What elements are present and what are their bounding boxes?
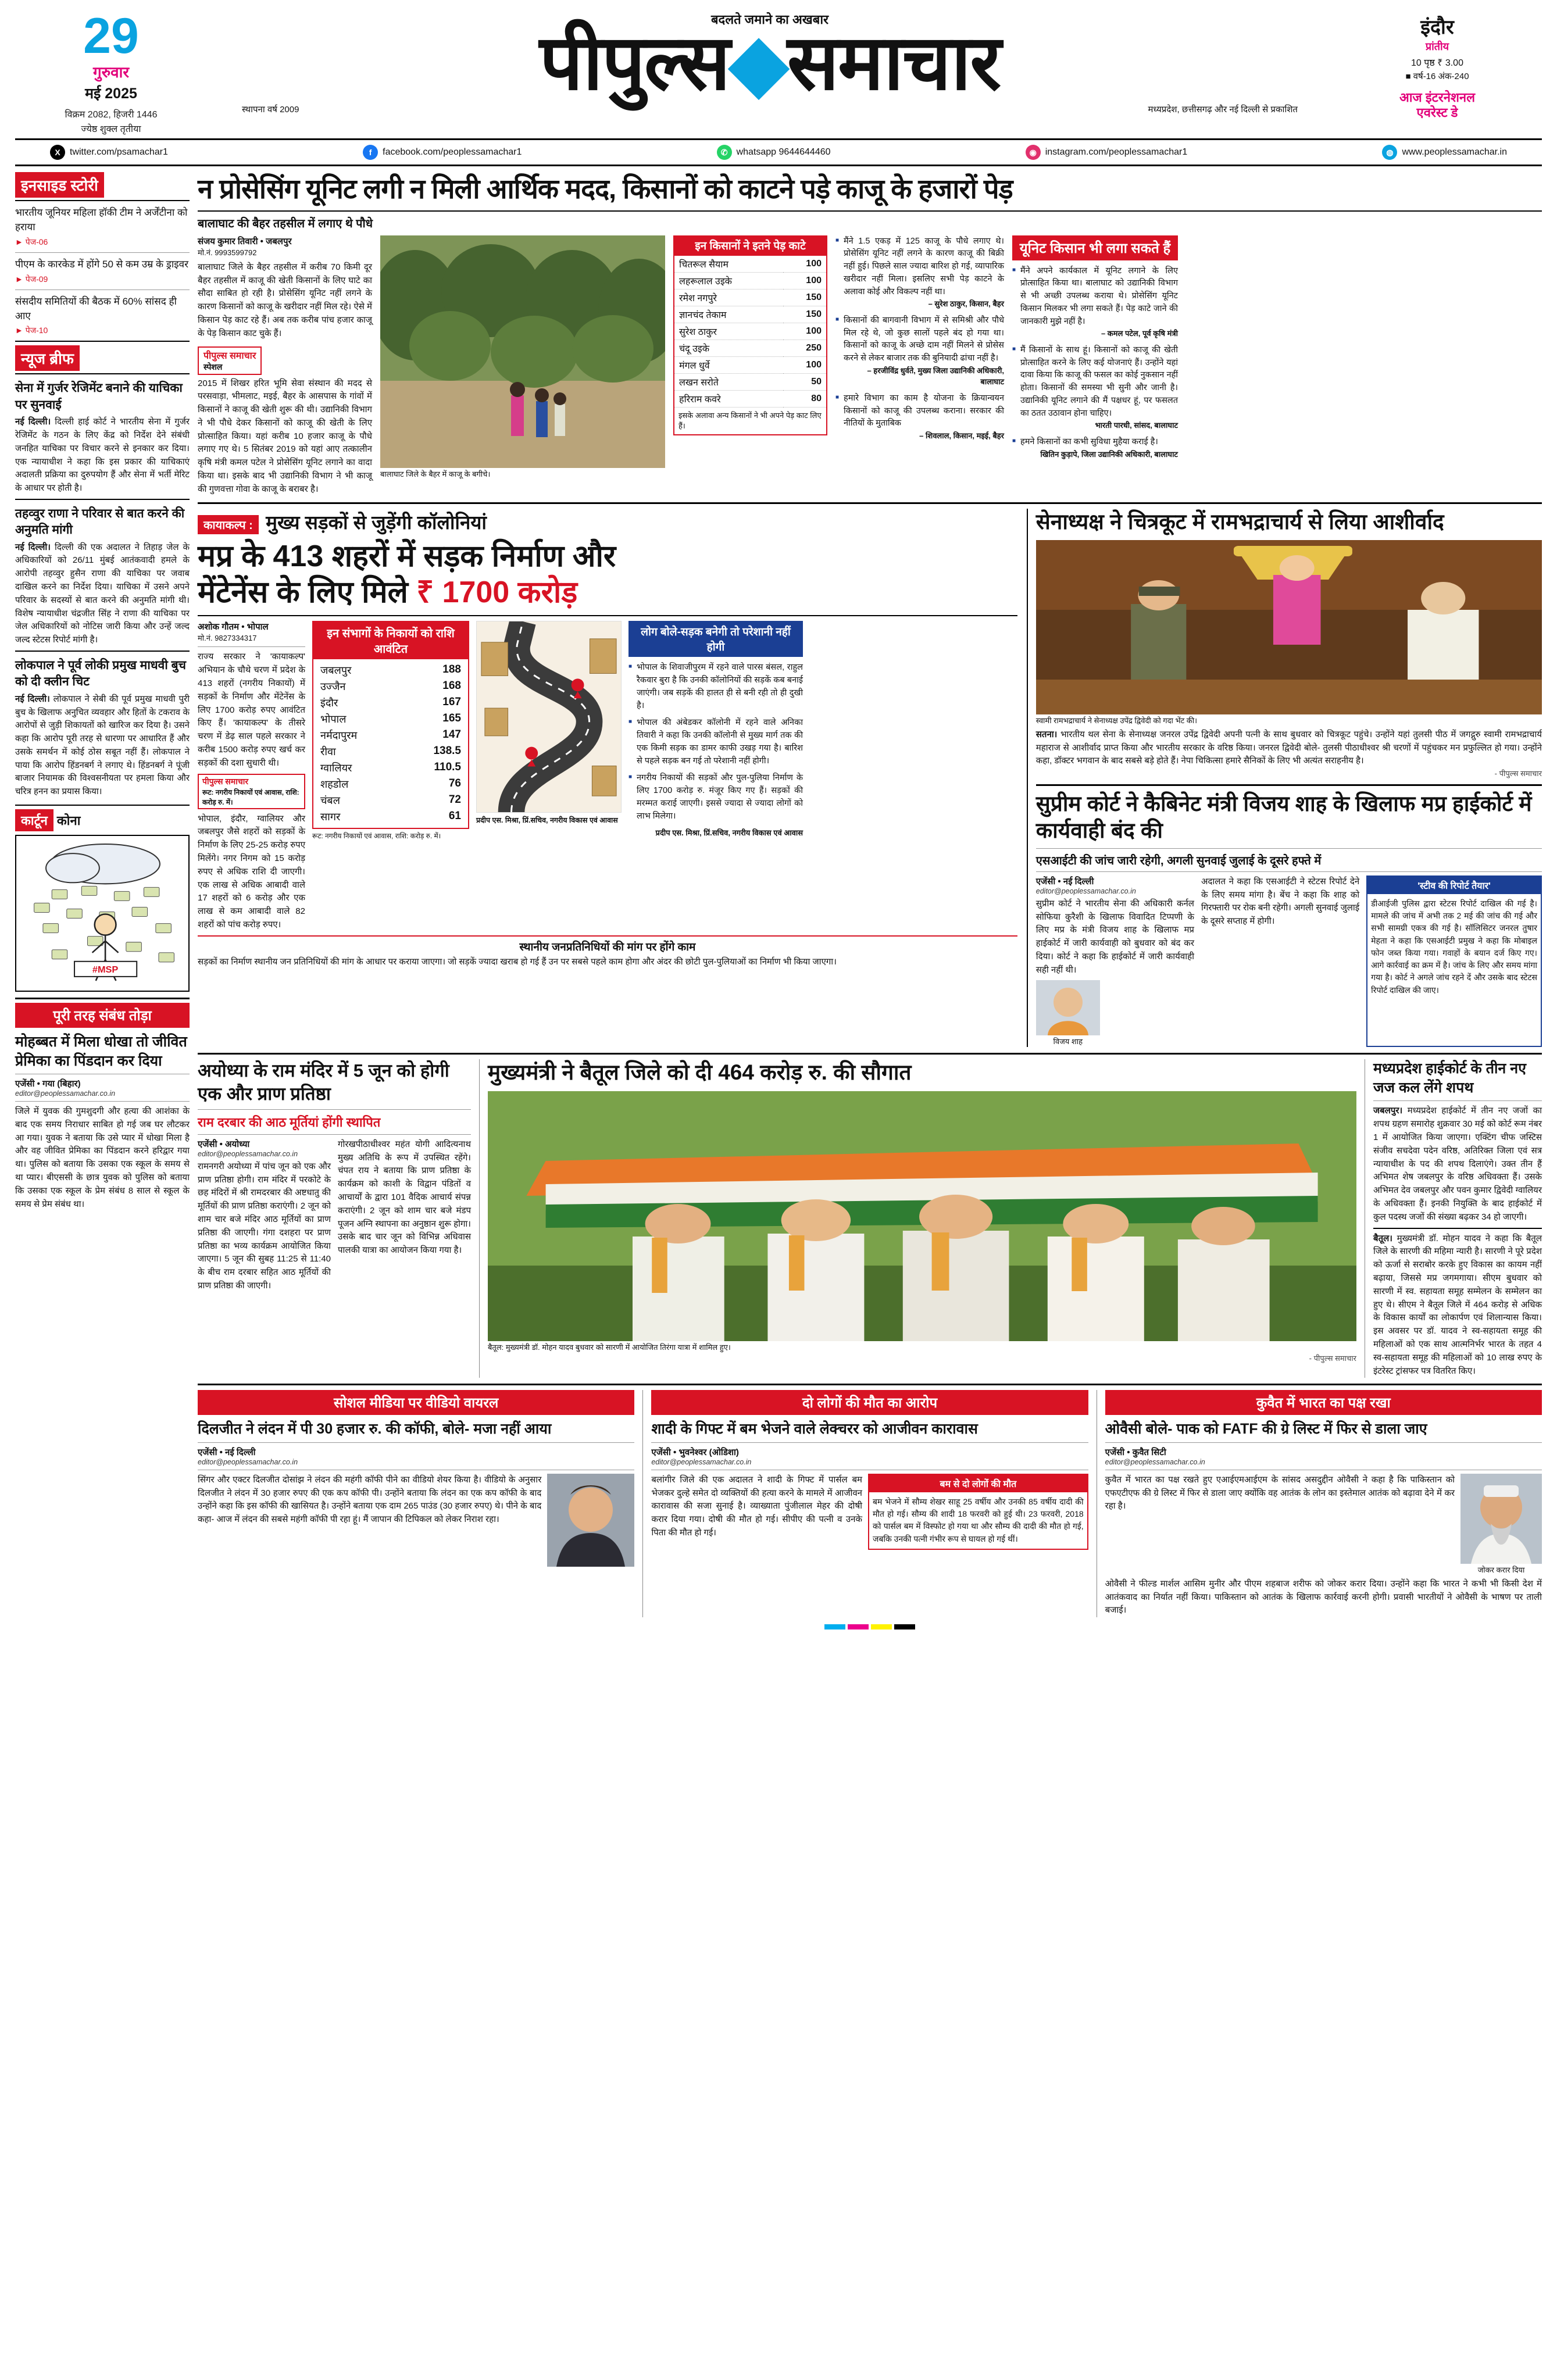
social-link-instagram[interactable]	[1026, 145, 1188, 160]
instagram-icon: ◉	[1026, 145, 1041, 160]
division-name: ग्वालियर	[320, 762, 352, 774]
inside-item-text: भारतीय जूनियर महिला हॉकी टीम ने अर्जेंटीना को हराया	[15, 207, 188, 233]
bottom1-email[interactable]: editor@peoplessamachar.co.in	[198, 1457, 298, 1466]
tree-count: 250	[783, 340, 826, 357]
farmer-name: लहरूलाल उइके	[674, 273, 783, 290]
masthead-edition-block	[1333, 10, 1542, 121]
masthead-day-number: 29	[83, 8, 139, 64]
sc-text-2: अदालत ने कहा कि एसआईटी ने स्टेटस रिपोर्ट देने के लिए समय मांगा है। बेंच ने कहा कि शाह को गिरफ्तारी पर रोक बनी रहेगी। अगली सुनवाई जुलाई के दूसरे सप्ताह में होगी।	[1201, 876, 1360, 927]
masthead-title-part1: पीपुल्स	[539, 20, 730, 105]
road-brand-tag-2: रूट: नगरीय निकायों एवं आवास, राशि: करोड़ रु. में।	[202, 788, 299, 806]
table-row	[674, 273, 826, 290]
whatsapp-icon: ✆	[717, 145, 732, 160]
inside-story-item[interactable]	[15, 258, 190, 285]
print-color-bar	[198, 1624, 1542, 1629]
left-bottom-agency: एजेंसी • गया (बिहार)	[15, 1079, 81, 1089]
table-row	[313, 760, 468, 776]
division-name: भोपाल	[320, 713, 347, 726]
ayodhya-agency: एजेंसी • अयोध्या	[198, 1139, 250, 1149]
farmer-name: सुरेश ठाकुर	[674, 323, 783, 340]
tree-count: 100	[783, 323, 826, 340]
sc-email[interactable]: editor@peoplessamachar.co.in	[1035, 887, 1136, 895]
lead-quote	[835, 392, 1004, 442]
social-link-website[interactable]	[1382, 145, 1507, 160]
inside-story-item[interactable]	[15, 295, 190, 337]
logo-icon: ◆	[729, 20, 787, 105]
lead-table-note: इसके अलावा अन्य किसानों ने भी अपने पेड़ काट लिए हैं।	[678, 411, 822, 431]
inside-item-text: पीएम के कारकेड में होंगे 50 से कम उम्र के ड्राइवर	[15, 258, 189, 270]
hc-dateline: जबलपुर।	[1373, 1106, 1403, 1116]
website-label: www.peoplessamachar.in	[1402, 147, 1507, 158]
news-brief-header: न्यूज ब्रीफ	[15, 345, 80, 371]
masthead-weekday: गुरुवार	[92, 63, 129, 81]
road-kicker: कायाकल्प :	[198, 515, 259, 534]
cartoon-drawing	[16, 836, 188, 991]
table-row	[674, 306, 826, 323]
bottom2-subbox-title: बम से दो लोगों की मौत	[869, 1475, 1087, 1492]
quote-text: मैं किसानों के साथ हूं। किसानों को काजू की खेती प्रोत्साहित करने के लिए कई योजनाएं हैं। उन्होंने यहां दावा किया कि काजू की फसल का कोई नुकसान नहीं होता। किसानों की समस्या भी सुनी और जानी है। उद्यानिकी यूनिट लगाने की मैं पक्षधर हूं, पर फसलत का ठतत उठावान होना चाहिए।	[1020, 345, 1178, 418]
hc-headline: मध्यप्रदेश हाईकोर्ट के तीन नए जज कल लेंगे शपथ	[1373, 1060, 1526, 1096]
table-row	[313, 792, 468, 809]
table-row	[674, 290, 826, 306]
quote-text: हमने किसानों का कभी सुविधा मुहैया कराई है।	[1020, 437, 1158, 446]
bottom3-email[interactable]: editor@peoplessamachar.co.in	[1105, 1457, 1205, 1466]
tree-count: 100	[783, 273, 826, 290]
table-row	[313, 809, 468, 825]
road-amount: ₹ 1700 करोड़	[416, 576, 578, 610]
betul-caption: बैतूल: मुख्यमंत्री डॉ. मोहन यादव बुधवार को सारणी में आयोजित तिरंगा यात्रा में शामिल हुए।	[488, 1342, 731, 1352]
sc-subhead: एसआईटी की जांच जारी रहेगी, अगली सुनवाई जुलाई के दूसरे हफ्ते में	[1035, 854, 1322, 867]
masthead-title-part2: समाचार	[787, 20, 1001, 105]
masthead-founded: स्थापना वर्ष 2009	[242, 105, 299, 115]
lead-table-title: इन किसानों ने इतने पेड़ काटे	[674, 237, 826, 256]
inside-item-text: संसदीय समितियों की बैठक में 60% सांसद ही आए	[15, 295, 177, 321]
table-row	[313, 678, 468, 695]
masthead-published-from: मध्यप्रदेश, छत्तीसगढ़ और नई दिल्ली से प्रकाशित	[1148, 105, 1298, 115]
instagram-label: instagram.com/peoplessamachar1	[1045, 147, 1188, 158]
sc-photo-label: विजय शाह	[1053, 1037, 1083, 1046]
masthead-volume: ■ वर्ष-16 अंक-240	[1405, 72, 1469, 81]
division-amount: 188	[442, 663, 461, 676]
betul-story	[479, 1059, 1356, 1378]
twitter-label: twitter.com/psamachar1	[70, 147, 168, 158]
masthead-city: इंदौर	[1420, 16, 1454, 38]
lead-photo-block	[380, 235, 665, 496]
lead-rightbox	[1012, 235, 1178, 496]
table-row	[674, 374, 826, 391]
whatsapp-label: whatsapp 9644644460	[736, 147, 831, 158]
betul-photo	[488, 1091, 1356, 1341]
betul-dateline: बैतूल।	[1373, 1233, 1392, 1243]
farmer-name: चंदू उइके	[674, 340, 783, 357]
social-link-twitter[interactable]	[50, 145, 168, 160]
table-row	[674, 256, 826, 273]
road-story	[198, 509, 1017, 1048]
division-amount: 167	[442, 696, 461, 709]
bottom1-agency: एजेंसी • नई दिल्ली	[198, 1447, 256, 1457]
social-bar	[15, 140, 1542, 166]
bottom3-subbox-text: ओवैसी ने फील्ड मार्शल आसिम मुनीर और पीएम शहबाज शरीफ को जोकर करार दिया। उन्होंने कहा कि भारत ने कभी भी किसी देश में आतंकवाद का निर्यात नहीं किया। पाकिस्तान को आतंक के खिलाफ कार्रवाई करनी होगी। प्रवासी भारतीयों ने ओवैसी के भाषण पर ताली बजाई।	[1105, 1578, 1542, 1616]
table-row	[674, 323, 826, 340]
bottom3-photo-label: जोकर करार दिया	[1477, 1565, 1525, 1574]
brief-item[interactable]	[15, 506, 190, 647]
inside-item-page: ► पेज-06	[15, 237, 48, 246]
lead-table-block	[673, 235, 827, 496]
masthead-today-note	[1333, 90, 1542, 121]
bottom2-headline: शादी के गिफ्ट में बम भेजने वाले लेक्चरर को आजीवन कारावास	[651, 1421, 978, 1438]
lead-subhead: बालाघाट की बैहर तहसील में लगाए थे पौधे	[198, 217, 373, 230]
ayodhya-text-2: गोरखपीठाधीश्वर महंत योगी आदित्यनाथ मुख्य अतिथि के रूप में उपस्थित रहेंगे। चंपत राय ने बताया कि प्राण प्रतिष्ठा के कार्यक्रम को काशी के विद्वान पंडितों व आचार्यों के द्वारा 101 वैदिक आचार्य संपन्न कराएंगी। 2 जून को शाम चार बजे मंडप पूजन अग्नि स्थापना का अनुष्ठान शुरू होगा। उसके बाद चार जून को विभिन्न अधिवास पालकी यात्रा का आयोजन किया गया है।	[338, 1139, 471, 1256]
brief-heading: लोकपाल ने पूर्व लोकी प्रमुख माधवी बुच को दी क्लीन चिट	[15, 659, 186, 689]
lead-quote	[835, 315, 1004, 388]
brief-heading: तहव्वुर राणा ने परिवार से बात करने की अनुमति मांगी	[15, 506, 185, 537]
masthead-title-block	[207, 10, 1333, 115]
masthead-tithi: ज्येष्ठ शुक्ल तृतीया	[81, 124, 141, 135]
lead-rightbox-title: यूनिट किसान भी लगा सकते हैं	[1012, 235, 1178, 260]
tree-count: 100	[783, 256, 826, 273]
quote-attrib: खितिन कुड़ापे, जिला उद्यानिकी अधिकारी, बालाघाट	[1040, 449, 1178, 459]
division-amount: 76	[448, 777, 461, 790]
bottom2-subbox-text: बम भेजने में सौम्य शेखर साहू 25 वर्षीय और उनकी 85 वर्षीय दादी की मौत हो गई। सौम्य की शादी 18 फरवरी को हुई थी। 23 फरवरी, 2018 को पार्सल बम में विस्फोट हो गया था और सौम्य की दादी की मौत हो गई, जबकि उनकी पत्नी गंभीर रूप से घायल हो गई थीं।	[873, 1496, 1084, 1543]
farmer-name: ज्ञानचंद तेकाम	[674, 306, 783, 323]
lead-photo-caption: बालाघाट जिले के बैहर में काजू के बगीचे।	[380, 469, 491, 478]
brief-dateline: नई दिल्ली।	[15, 542, 51, 552]
betul-headline: मुख्यमंत्री ने बैतूल जिले को दी 464 करोड़ रु. की सौगात	[488, 1060, 912, 1085]
bottom1-kicker: सोशल मीडिया पर वीडियो वायरल	[198, 1390, 634, 1415]
chitrakoot-caption: स्वामी रामभद्राचार्य ने सेनाध्यक्ष उपेंद्र द्विवेदी को गदा भेंट की।	[1035, 716, 1198, 725]
table-row	[674, 391, 826, 408]
bottom3-text: कुवैत में भारत का पक्ष रखते हुए एआईएमआईएम के सांसद असदुद्दीन ओवैसी ने कहा है कि पाकिस्तान को एफएटीएफ की ग्रे लिस्ट में फिर से डाला जाए क्योंकि वह आतंक के लोन का इस्तेमाल आतंक को बढ़ावा देने में कर रहा है।	[1105, 1474, 1455, 1511]
brief-text: लोकपाल ने सेबी की पूर्व प्रमुख माधवी पुरी बुच के खिलाफ अनुचित व्यवहार और हितों के टकराव के आरोपों से जुड़ी शिकायतों को खारिज कर दिया है। उसने कहा कि आरोप पूरी तरह से धारणा पर आधारित हैं और उसके समर्थन में कोई ठोस सबूत नहीं हैं। लोकपाल ने पाया कि आरोप हिंडनबर्ग ने लगाए थे। हिंडनबर्ग ने पूंजी बाजार नियामक की विश्वसनीयता पर हमला किया और चरित्र हनन का प्रयास किया।	[15, 694, 190, 797]
division-amount: 138.5	[433, 745, 461, 757]
betul-text	[1373, 1232, 1542, 1378]
lead-body-1: बालाघाट जिले के बैहर तहसील में करीब 70 किमी दूर बैहर तहसील में काजू की खेती किसानों के लिए घाटे का सौदा साबित हो रही है। प्रोसेसिंग यूनिट नहीं लगने के कारण किसानों को काजू के खरीदार नहीं मिल रहे। ऐसे में किसान पेड़ काट रहे हैं। अब तक करीब पांच हजार काजू के पेड़ किसान काट चुके हैं।	[198, 262, 372, 338]
masthead-pages-price: 10 पृष्ठ ₹ 3.00	[1411, 58, 1463, 68]
table-row	[674, 340, 826, 357]
sc-headline: सुप्रीम कोर्ट ने कैबिनेट मंत्री विजय शाह के खिलाफ मप्र हाईकोर्ट में कार्यवाही बंद की	[1035, 792, 1532, 843]
brief-dateline: नई दिल्ली।	[15, 417, 51, 427]
bottom-story-1	[198, 1390, 634, 1617]
ayodhya-text-1: रामनगरी अयोध्या में पांच जून को एक और प्राण प्रतिष्ठा होगी। राम मंदिर में परकोटे के छह मंदिरों में श्री रामदरबार की अष्टधातु की मूर्तियों की प्राण प्रतिष्ठा कराएंगी। 2 जून को शाम चार बजे मंदिर आठ मूर्तियों का प्राण प्रतिष्ठा की जाएगी। गंगा दशहरा पर प्राण प्रतिष्ठा का भव्य कार्यक्रम आयोजित किया जाएगा। 5 जून की सुबह 11:25 से 11:40 के बीच राम दरबार सहित आठ मूर्तियों की प्राण प्रतिष्ठा की जाएगी।	[198, 1161, 331, 1291]
road-byline-block	[198, 621, 305, 931]
left-sidebar	[15, 172, 190, 1629]
inside-item-page: ► पेज-10	[15, 326, 48, 335]
lead-brand-tag-1: पीपुल्स समाचार	[203, 351, 256, 361]
road-table-block	[312, 621, 469, 931]
quote-attrib: – कमल पटेल, पूर्व कृषि मंत्री	[1101, 329, 1178, 338]
masthead-edition: प्रांतीय	[1425, 41, 1449, 52]
today-line-1: आज इंटरनेशनल	[1399, 90, 1476, 105]
masthead-title	[207, 20, 1333, 105]
quote-text: हमारे विभाग का काम है योजना के क्रियान्वयन किसानों को काजू की उपलब्ध कराना। सरकार की नीतियों के मुताबिक	[844, 393, 1004, 428]
sc-text-1: सुप्रीम कोर्ट ने भारतीय सेना की अधिकारी कर्नल सोफिया कुरैशी के खिलाफ विवादित टिप्पणी के लिए मप्र के मंत्री विजय शाह के खिलाफ मप्र हाईकोर्ट में जारी कार्यवाही को बुधवार को बंद कर दिया। कोर्ट ने कहा कि हाईकोर्ट में जारी कार्यवाही सही नहीं थी।	[1035, 898, 1194, 975]
left-bottom-text: जिले में युवक की गुमशुदगी और हत्या की आशंका के बाद एक समय निराधार साबित हो गई जब घर लौटकर आ गया। युवक ने बताया कि उसे प्यार में धोखा मिला है और वह जीवित प्रेमिका का पिंडदान करने हरिद्वार गया था। पुलिस को बताया कि उसका एक स्कूल के समय से था प्यार। बीएससी के छात्र युवक को पुलिस को बताया कि उसका एक स्कूल के प्रेम संबंध 8 साल से स्कूल के समय से प्रेम संबंध था।	[15, 1106, 190, 1209]
chitrakoot-dateline: सतना।	[1035, 729, 1058, 739]
tree-count: 100	[783, 357, 826, 374]
lead-rightbox-quote	[1012, 265, 1178, 340]
division-amount: 72	[448, 794, 461, 806]
division-amount: 110.5	[434, 761, 461, 774]
lead-rightbox-quote	[1012, 436, 1178, 460]
road-brand-tag-1: पीपुल्स समाचार	[202, 776, 249, 786]
sc-agency: एजेंसी • नई दिल्ली	[1035, 876, 1094, 887]
brief-heading: सेना में गुर्जर रेजिमेंट बनाने की याचिका पर सुनवाई	[15, 381, 183, 412]
tree-count: 150	[783, 290, 826, 306]
cartoon-image	[15, 835, 190, 992]
road-footnote-title: स्थानीय जनप्रतिनिधियों की मांग पर होंगे काम	[519, 941, 696, 953]
table-row	[313, 711, 468, 727]
division-name: उज्जैन	[320, 681, 346, 693]
bottom-story-3	[1097, 1390, 1542, 1617]
road-graphic-note: प्रदीप एस. मिश्रा, प्रिं.सचिव, नगरीय विकास एवं आवास	[476, 816, 618, 825]
tree-count: 50	[783, 374, 826, 391]
masthead-vikram-date: विक्रम 2082, हिजरी 1446	[65, 110, 158, 120]
road-headline-l1: मप्र के 413 शहरों में सड़क निर्माण और	[198, 539, 616, 573]
farmer-name: लखन सरोते	[674, 374, 783, 391]
bottom2-kicker: दो लोगों की मौत का आरोप	[651, 1390, 1088, 1415]
table-row	[674, 357, 826, 374]
bottom3-agency: एजेंसी • कुवैत सिटी	[1105, 1447, 1166, 1457]
svg-text:#MSP: #MSP	[92, 964, 119, 975]
lead-photo	[380, 235, 665, 468]
inside-item-page: ► पेज-09	[15, 274, 48, 284]
chitrakoot-photo	[1036, 540, 1542, 714]
ayodhya-email[interactable]: editor@peoplessamachar.co.in	[198, 1149, 298, 1158]
division-name: रीवा	[320, 746, 336, 758]
ayodhya-subhead: राम दरबार की आठ मूर्तियां होंगी स्थापित	[198, 1114, 381, 1130]
bottom3-headline: ओवैसी बोले- पाक को FATF की ग्रे लिस्ट में फिर से डाला जाए	[1105, 1421, 1427, 1438]
lead-brand-tag-2: स्पेशल	[203, 362, 223, 371]
farmer-name: रमेश नगपुरे	[674, 290, 783, 306]
left-bottom-kicker: पूरी तरह संबंध तोड़ा	[15, 1003, 190, 1028]
table-row	[313, 744, 468, 760]
hc-text: मध्यप्रदेश हाईकोर्ट में तीन नए जजों का शपथ ग्रहण समारोह शुक्रवार 30 मई को कोर्ट रूम नंबर 1 में आयोजित किया जाएगा। एक्टिंग चीफ जस्टिस संजीव सचदेवा पदेन वरिष्ठ, अतिरिक्त जिला एवं सत्र न्यायाधीश के पद की शपथ दिलाएंगे। उक्त तीन हैं अभिमत शेष जबलपुर के वरिष्ठ अधिवक्ता हैं। उसके अभिमत देव जबलपुर और पवन कुमार द्विवेदी ग्वालियर के अधिवक्ता हैं। इनकी नियुक्ति के बाद हाईकोर्ट में कुल पदस्थ जजों की संख्या बढ़कर 34 हो जाएगी।	[1373, 1106, 1542, 1222]
left-bottom-headline: मोहब्बत में मिला धोखा तो जीवित प्रेमिका का पिंडदान कर दिया	[15, 1034, 187, 1069]
diljit-photo	[547, 1474, 634, 1567]
road-headline-l2: मेंटेनेंस के लिए मिले	[198, 576, 408, 610]
bottom2-agency: एजेंसी • भुवनेश्वर (ओडिशा)	[651, 1447, 739, 1457]
road-bullet: ■ भोपाल की अंबेडकर कॉलोनी में रहने वाले अनिका तिवारी ने कहा कि उनकी कॉलोनी से मुख्य मार्ग तक की एक किमी सड़क का डामर काफी उखड़ गया है। बारिश से पहले सड़क बन गई तो परेशानी नहीं होगी।	[628, 717, 803, 767]
chitrakoot-text: भारतीय थल सेना के सेनाध्यक्ष जनरल उपेंद्र द्विवेदी अपनी पत्नी के साथ बुधवार को चित्रकूट पहुंचे। उन्होंने यहां तुलसी पीठ में जगद्गुरु स्वामी रामभद्राचार्य महाराज से आशीर्वाद प्राप्त किया और भारतीय सरकार के वरिष्ठ किया। जनरल द्विवेदी बोले- तुलसी पीठाधीश्वर श्री चरणों में पहुंचकर मन प्रफुल्लित हो गया। उन्होंने कहा, डॉक्टर भगवान के बाद सबसे बड़े होते हैं। नेपा चिकित्सा हमारे सैनिकों के लिए भी अत्यंत सराहनीय है।	[1035, 729, 1542, 766]
bottom2-text: बलांगीर जिले की एक अदालत ने शादी के गिफ्ट में पार्सल बम भेजकर दुल्हे समेत दो व्यक्तियों की हत्या करने के मामले में आजीवन कारावास की सजा सुनाई है। व्याख्याता पुंजीलाल मेहर की दोषी करार दिया गया। दोषी की मौत हो गई। सीपीए की पत्नी व उनके पिता की मौत हो गई।	[651, 1474, 862, 1538]
tree-count: 80	[783, 391, 826, 408]
quote-text: मैंने अपने कार्यकाल में यूनिट लगाने के लिए प्रोत्साहित किया था। बालाघाट को उद्यानिकी विभाग से भी अच्छी उपलब्ध कराया थे। प्रोसेसिंग यूनिट किसान मिलकर भी लगा सकते हैं। पेड़ काटे जाने की जानकारी मुझे नहीं है।	[1020, 266, 1178, 326]
today-line-2: एवरेस्ट डे	[1416, 105, 1458, 120]
lead-headline: न प्रोसेसिंग यूनिट लगी न मिली आर्थिक मदद, किसानों को काटने पड़े काजू के हजारों पेड़	[198, 173, 1013, 205]
brief-dateline: नई दिल्ली।	[15, 694, 50, 704]
bottom3-kicker: कुवैत में भारत का पक्ष रखा	[1105, 1390, 1542, 1415]
quote-text: किसानों की बागवानी विभाग में से समिश्री और पौधे मिल रहे थे, जो कुछ सालों पहले बंद हो गया था। किसानों को काजू के अच्छे दाम नहीं मिलने से प्रोसेस करने से लेकर बाजार तक की बुनियादी ढांचा नहीं है।	[844, 315, 1004, 363]
owaisi-photo	[1460, 1474, 1542, 1564]
table-row	[313, 776, 468, 792]
masthead-tagline: बदलते जमाने का अखबार	[710, 12, 829, 27]
quote-text: मैंने 1.5 एकड़ में 125 काजू के पौधे लगाए थे। प्रोसेसिंग यूनिट नहीं लगने के कारण काजू की बिक्री नहीं हुई। पिछले साल ज्यादा बारिश हो गई, व्यापारिक खरीदार नहीं मिला। इसलिए सभी पेड़ काटने के अलावा कोई और विकल्प नहीं था।	[844, 236, 1004, 296]
road-bluebox-title: लोग बोले-सड़क बनेगी तो परेशानी नहीं होगी	[628, 621, 803, 657]
quote-attrib: – हरजीविंद्र धुर्वते, मुख्य जिला उद्यानिकी अधिकारी, बालाघाट	[867, 366, 1004, 387]
bottom-story-2	[642, 1390, 1088, 1617]
globe-icon: ◍	[1382, 145, 1397, 160]
masthead	[15, 10, 1542, 140]
betul-credit: - पीपुल्स समाचार	[1309, 1353, 1356, 1363]
social-link-facebook[interactable]	[363, 145, 522, 160]
inside-story-item[interactable]	[15, 206, 190, 248]
road-bullet-attrib: प्रदीप एस. मिश्रा, प्रिं.सचिव, नगरीय विकास एवं आवास	[655, 828, 803, 838]
division-amount: 168	[442, 680, 461, 692]
masthead-month-year: मई 2025	[85, 85, 137, 102]
right-column-row2	[1027, 509, 1542, 1048]
twitter-icon: X	[50, 145, 65, 160]
chitrakoot-credit: - पीपुल्स समाचार	[1494, 769, 1542, 778]
farmer-name: चितरूल सैयाम	[674, 256, 783, 273]
ayodhya-headline: अयोध्या के राम मंदिर में 5 जून को होगी एक और प्राण प्रतिष्ठा	[198, 1060, 449, 1105]
road-bullet: ■ भोपाल के शिवाजीपुरम में रहने वाले पारस बंसल, राहुल रैकवार बुरा है कि उनकी कॉलोनियों की सड़कें कब बनाई जाएंगी। जब सड़कें की हालत ही से बनी रही तो ही दुखी है।	[628, 662, 803, 712]
main-content	[198, 172, 1542, 1629]
brief-item[interactable]	[15, 657, 190, 799]
sc-callout-title: 'स्टीव की रिपोर्ट तैयार'	[1367, 877, 1541, 894]
road-table-title: इन संभागों के निकायों को राशि आवंटित	[313, 622, 468, 659]
left-bottom-email[interactable]: editor@peoplessamachar.co.in	[15, 1089, 116, 1098]
road-kicker-sub: मुख्य सड़कों से जुड़ेंगी कॉलोनियां	[266, 511, 487, 533]
quote-attrib: – सुरेश ठाकुर, किसान, बैहर	[928, 299, 1004, 309]
cartoon-header-left: कार्टून	[15, 809, 53, 831]
quote-attrib: भारती पारधी, सांसद, बालाघाट	[1095, 421, 1178, 430]
vijay-shah-photo	[1036, 980, 1100, 1035]
facebook-icon: f	[363, 145, 378, 160]
tree-count: 150	[783, 306, 826, 323]
lead-rightbox-quote	[1012, 344, 1178, 431]
road-illustration	[476, 621, 622, 813]
lead-mobile: मो.नं. 9993599792	[198, 248, 257, 257]
sc-callout-text: डीआईजी पुलिस द्वारा स्टेटस रिपोर्ट दाखिल की गई है। मामले की जांच में अभी तक 2 मई की जांच की गई और सभी सामग्री एकत्र की गई है। सॉलिसिटर जनरल तुषार मेहता ने कहा कि एसआईटी प्रमुख ने कहा कि मोबाइल फोन जब्त किया गया। गवाहों के बयान दर्ज किए गए। आगे कार्रवाई का क्रम में है। जांच के लिए और समय मांगा गया है। कोर्ट ने अगले जांच रहने दें और उसके बाद स्टेटस रिपोर्ट दाखिल की जाए।	[1371, 898, 1537, 995]
road-byline: अशोक गौतम • भोपाल	[198, 622, 269, 632]
inside-story-header: इनसाइड स्टोरी	[15, 172, 104, 198]
road-mobile: मो.नं. 9827334317	[198, 634, 257, 643]
table-row	[313, 662, 468, 678]
division-name: शहडोल	[320, 778, 349, 791]
lead-byline: संजय कुमार तिवारी • जबलपुर	[198, 236, 292, 246]
table-row	[313, 695, 468, 711]
division-name: नर्मदापुरम	[320, 730, 358, 742]
lead-farmers-table	[674, 256, 826, 408]
road-body-2: भोपाल, इंदौर, ग्वालियर और जबलपुर जैसे शहरों को सड़कों के निर्माण के लिए 25-25 करोड़ रुपए मिलेंगे। नगर निगम को 15 करोड़ रुपए से अधिक राशि दी जाएगी। एक लाख से अधिक आबादी वाले 17 शहरों को 6 करोड़ और एक लाख से कम आबादी वाले 82 शहरों को पांच करोड़ रुपए।	[198, 813, 305, 930]
road-graphic-block	[476, 621, 622, 931]
brief-item[interactable]	[15, 380, 190, 495]
farmer-name: हरिराम कवरे	[674, 391, 783, 408]
road-body-1: राज्य सरकार ने 'कायाकल्प' अभियान के चौथे चरण में प्रदेश के 413 शहरों (नगरीय निकायों) में सड़कों के निर्माण और मेंटेनेंस के लिए 1700 करोड़ रुपए आवंटित किए हैं। 'कायाकल्प' के तीसरे चरण में डेढ़ साल पहले सरकार ने करीब 1500 करोड़ रुपए खर्च कर सड़कों की दशा सुधारी थी।	[198, 652, 305, 768]
masthead-date-block	[15, 10, 207, 135]
division-name: चंबल	[320, 795, 340, 807]
social-link-whatsapp[interactable]	[717, 145, 831, 160]
bottom1-text: सिंगर और एक्टर दिलजीत दोसांझ ने लंदन की महंगी कॉफी पीने का वीडियो शेयर किया है। वीडियो के अनुसार दिलजीत ने लंदन में 30 हजार रुपए की एक कप कॉफी पी। उन्होंने बताया कि लंदन का एक कप कॉफी के बाद उन्होंने कहा कि इस कॉफी की खासियत है। उन्होंने बताया एक दाम 265 पाउंड (30 हजार रुपए) थे। पीने के बाद कहा- आज में लंदन की सबसे महंगी कॉफी पी रहा हूं। मैं जापान की टिपिकल को लेकर निराश रहा।	[198, 1474, 542, 1525]
ayodhya-story	[198, 1059, 471, 1378]
lead-quote	[835, 235, 1004, 310]
lead-column-1	[198, 235, 372, 496]
road-bullet: ■ नगरीय निकायों की सड़कों और पुल-पुलिया निर्माण के लिए 1700 करोड़ रु. मंजूर किए गए हैं। सड़कों की मरम्मत कराई जाएगी। इससे ज्यादा से ज्यादा लोगों को लाभ मिलेगा।	[628, 772, 803, 823]
lead-quotes-block	[835, 235, 1004, 496]
road-bluebox	[628, 621, 803, 931]
road-table-note: रूट: नगरीय निकायों एवं आवास, राशि: करोड़ रु. में।	[312, 832, 441, 841]
facebook-label: facebook.com/peoplessamachar1	[383, 147, 522, 158]
division-name: इंदौर	[320, 697, 338, 709]
chitrakoot-headline: सेनाध्यक्ष ने चित्रकूट में रामभद्राचार्य से लिया आशीर्वाद	[1035, 509, 1444, 534]
table-row	[313, 727, 468, 744]
cartoon-header-right: कोना	[56, 813, 81, 828]
quote-attrib: – शिवलाल, किसान, मइई, बैहर	[919, 431, 1004, 441]
division-name: सागर	[320, 811, 341, 823]
brief-text: दिल्ली की एक अदालत ने तिहाड़ जेल के अधिकारियों को 26/11 मुंबई आतंकवादी हमले के आरोपी तहव्वुर हुसैन राणा की याचिका पर जवाब दाखिल करने का निर्देश दिया। याचिका में उसने अपने परिवार के सदस्यों से बात करने की अनुमति मांगी थी। विशेष न्यायाधीश चंद्रजीत सिंह ने राणा की याचिका पर जेल अधिकारियों को नोटिस जारी किया और उन्हें जल्द जल्द स्टेटस रिपोर्ट मांगी है।	[15, 542, 190, 645]
betul-body: मुख्यमंत्री डॉ. मोहन यादव ने कहा कि बैतूल जिले के सारणी की महिमा न्यारी है। सारणी ने पूरे प्रदेश को ऊर्जा से सराबोर करके हुए विकास का कायम नहीं बढ़ाया, जिससे मप्र जगमगाया। सीएम बुधवार को सारणी में स्व. सहायता समूह सम्मेलन के सम्मेलन का हुए थे। सीएम ने बैतूल जिले में 464 करोड़ से अधिक के विकास कार्यों का लोकार्पण एवं शिलान्यास किया। इस अवसर पर डॉ. यादव ने स्व-सहायता समूह की महिलाओं को एक साथ आत्मनिर्भर भारत के तहत 4 स्व-सहायता समूह की महिलाओं को 10 लाख रुपए के इंटरेस्ट ट्रांसफर पत्र वितरित किए।	[1373, 1233, 1542, 1376]
division-amount: 147	[442, 728, 461, 741]
division-amount: 165	[442, 712, 461, 725]
bottom2-email[interactable]: editor@peoplessamachar.co.in	[651, 1457, 752, 1466]
lead-body-2: 2015 में शिखर हरित भूमि सेवा संस्थान की मदद से परसवाड़ा, भीमलाट, मइई, बैहर के आसपास के गांवों में किसानों ने काजू की खेती शुरू की थी। उद्यानिकी विभाग ने भी पौधे देकर किसानों को काजू की खेती के लिए प्रोत्साहित किया। यहां करीब 10 हजार काजू के पौधे लगाए गए थे। 5 सितंबर 2019 को यहां आए तत्कालीन कृषि मंत्री कमल पटेल ने प्रोसेसिंग यूनिट लगाने का वादा किया था। इसके बाद भी उद्यानिकी विभाग ने भी काजू की गुणवत्ता गोवा के काजू के बराबर है।	[198, 378, 372, 494]
farmer-name: मंगल धुर्वे	[674, 357, 783, 374]
highcourt-story	[1365, 1059, 1542, 1378]
bottom1-headline: दिलजीत ने लंदन में पी 30 हजार रु. की कॉफी, बोले- मजा नहीं आया	[198, 1421, 552, 1438]
brief-text: दिल्ली हाई कोर्ट ने भारतीय सेना में गुर्जर रेजिमेंट के गठन के लिए केंद्र को निर्देश देने संबंधी जनहित याचिका पर विचार करने से इनकार कर दिया। एक न्यायाधीश ने कहा कि इस प्रकार की याचिकाएं अदालती प्रक्रिया का दुरुपयोग हैं और सेना में भर्ती मेरिट के आधार पर होती है।	[15, 417, 190, 494]
division-amount: 61	[448, 810, 461, 823]
division-name: जबलपुर	[320, 664, 352, 677]
road-footnote-text: सड़कों का निर्माण स्थानीय जन प्रतिनिधियों की मांग के आधार पर कराया जाएगा। जो सड़कें ज्यादा खराब हो गई हैं उन पर सबसे पहले काम होगा और अंदर की छोटी पुल-पुलियाओं का निर्माण भी किया जाएगा।	[198, 956, 837, 967]
